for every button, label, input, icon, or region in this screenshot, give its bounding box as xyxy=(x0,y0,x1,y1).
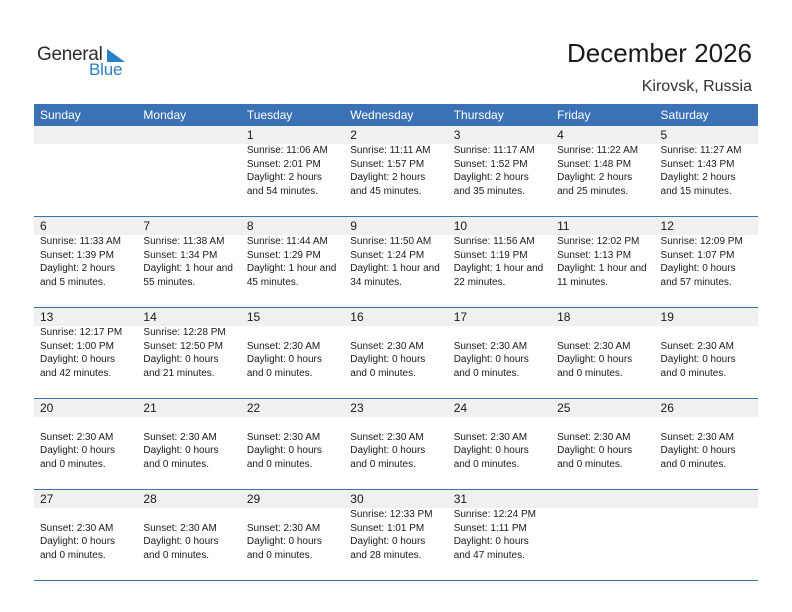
calendar-grid xyxy=(34,104,758,581)
day-info-line: 55 minutes. xyxy=(143,276,196,288)
day-info-line: and 45 minutes. xyxy=(350,185,422,197)
day-number: 23 xyxy=(350,401,364,415)
day-info-line: Sunrise: 12:33 PM xyxy=(350,509,433,520)
day-info-line xyxy=(350,326,447,340)
calendar-week-row xyxy=(34,490,758,581)
day-info-line xyxy=(40,158,137,172)
day-info-line: Sunset: 1:57 PM xyxy=(350,158,425,170)
weekday-header: Friday xyxy=(557,108,591,122)
day-cell xyxy=(137,399,240,489)
day-info-line xyxy=(454,417,551,431)
day-info-line: Daylight: 0 hours xyxy=(246,445,322,456)
day-number: 3 xyxy=(453,128,461,142)
day-info-line: Sunset: 1:19 PM xyxy=(453,249,528,261)
day-info-line: and 0 minutes. xyxy=(40,549,106,561)
day-number: 19 xyxy=(660,310,674,324)
day-number: 18 xyxy=(557,310,571,324)
day-info-line xyxy=(557,417,654,431)
day-info-line: Sunset: 2:30 AM xyxy=(246,340,321,352)
day-info-line: Daylight: 2 hours xyxy=(40,263,116,274)
day-cell xyxy=(241,126,344,216)
day-info-line: Daylight: 0 hours xyxy=(557,445,633,456)
day-cell xyxy=(655,308,758,398)
day-cell xyxy=(551,217,654,307)
day-info-line: Daylight: 0 hours xyxy=(350,354,426,365)
weekday-header: Tuesday xyxy=(246,108,293,122)
day-info-line: and 0 minutes. xyxy=(660,367,727,379)
week-cells xyxy=(34,490,758,580)
day-info-line xyxy=(247,417,344,431)
brand-name-blue: Blue xyxy=(89,60,123,79)
day-info-line: and 42 minutes. xyxy=(40,367,112,379)
day-info-line: Sunset: 2:01 PM xyxy=(246,158,321,170)
day-info-line: and 0 minutes. xyxy=(557,367,623,379)
day-info-line: Daylight: 0 hours xyxy=(660,354,736,365)
day-number xyxy=(143,126,240,144)
weekday-header: Saturday xyxy=(660,108,709,122)
week-cells xyxy=(34,399,758,489)
day-number: 14 xyxy=(143,310,157,324)
day-cell xyxy=(655,399,758,489)
week-cells xyxy=(34,308,758,398)
day-info-line: Sunset: 1:11 PM xyxy=(453,522,527,534)
week-cells xyxy=(34,126,758,216)
day-info-line: Daylight: 0 hours xyxy=(453,445,529,456)
day-cell xyxy=(241,217,344,307)
day-info-line: and 0 minutes. xyxy=(453,458,520,470)
day-cell xyxy=(137,490,240,580)
day-cell xyxy=(34,490,137,580)
day-info-line: Daylight: 0 hours xyxy=(246,536,322,547)
day-info-line: and 0 minutes. xyxy=(557,458,623,470)
day-number: 13 xyxy=(40,310,54,324)
day-number: 5 xyxy=(660,128,668,142)
day-info-line: and 28 minutes. xyxy=(350,549,422,561)
day-info-line: Daylight: 0 hours xyxy=(40,536,116,547)
day-info-line: and 0 minutes. xyxy=(246,549,313,561)
day-number: 6 xyxy=(40,219,47,233)
day-info-line xyxy=(143,158,240,172)
day-number: 1 xyxy=(246,128,254,142)
day-number: 20 xyxy=(40,401,54,415)
day-info-line: and 25 minutes. xyxy=(557,185,629,197)
day-info-line: Daylight: 0 hours xyxy=(453,354,529,365)
day-info-line: Sunrise: 12:17 PM xyxy=(40,327,123,338)
day-info-line: Sunset: 2:30 AM xyxy=(246,431,321,443)
day-number xyxy=(40,126,137,144)
day-number: 28 xyxy=(143,492,157,506)
day-info-line: Sunset: 2:30 AM xyxy=(557,431,631,443)
day-number: 10 xyxy=(453,219,468,233)
day-cell xyxy=(344,217,447,307)
day-info-line: Daylight: 0 hours xyxy=(660,445,736,456)
day-info-line xyxy=(557,522,654,536)
day-number: 30 xyxy=(350,492,364,506)
day-cell xyxy=(241,490,344,580)
day-info-line xyxy=(661,522,758,536)
day-info-line: Daylight: 1 hour and xyxy=(350,263,440,274)
day-info-line: Daylight: 0 hours xyxy=(143,354,219,365)
day-info-line: Daylight: 2 hours xyxy=(660,172,736,183)
day-number: 12 xyxy=(660,219,674,233)
weekday-header-row xyxy=(34,104,758,126)
weekday-header: Sunday xyxy=(40,108,81,122)
day-info-line: Sunset: 1:24 PM xyxy=(350,249,425,261)
day-info-line: 45 minutes. xyxy=(246,276,299,288)
day-info-line xyxy=(557,549,654,563)
day-info-line xyxy=(661,508,758,522)
day-info-line: and 0 minutes. xyxy=(143,549,210,561)
day-info-line: Sunset: 1:48 PM xyxy=(557,158,632,170)
day-info-line: Sunset: 2:30 AM xyxy=(453,431,528,443)
day-info-line: Sunrise: 11:22 AM xyxy=(557,145,639,156)
day-cell xyxy=(344,399,447,489)
day-info-line: Sunset: 2:30 AM xyxy=(350,340,424,352)
day-info-line: Sunset: 1:00 PM xyxy=(40,340,114,352)
day-number: 22 xyxy=(246,401,261,415)
day-number: 11 xyxy=(557,219,570,233)
day-info-line: Daylight: 1 hour and xyxy=(143,263,233,274)
day-info-line: and 21 minutes. xyxy=(143,367,215,379)
day-info-line: Sunset: 2:30 AM xyxy=(660,340,734,352)
day-cell xyxy=(241,399,344,489)
day-number: 16 xyxy=(350,310,364,324)
day-cell xyxy=(655,126,758,216)
day-number: 29 xyxy=(246,492,261,506)
day-info-line: and 0 minutes. xyxy=(246,458,313,470)
day-info-line: Daylight: 0 hours xyxy=(660,263,736,274)
day-info-line: and 0 minutes. xyxy=(350,367,416,379)
day-cell xyxy=(551,308,654,398)
day-info-line: Daylight: 0 hours xyxy=(143,445,219,456)
day-info-line: Daylight: 0 hours xyxy=(350,445,426,456)
day-info-line: Sunrise: 12:09 PM xyxy=(660,236,743,247)
day-number: 26 xyxy=(660,401,674,415)
day-info-line: Sunrise: 11:38 AM xyxy=(143,236,225,247)
calendar-week-row xyxy=(34,399,758,490)
day-cell xyxy=(655,490,758,580)
day-cell xyxy=(551,490,654,580)
week-cells xyxy=(34,217,758,307)
day-cell xyxy=(448,217,551,307)
day-number: 17 xyxy=(453,310,468,324)
day-info-line: Sunrise: 11:50 AM xyxy=(350,236,432,247)
day-cell xyxy=(448,126,551,216)
brand-name-general: General xyxy=(37,44,103,65)
day-info-line: Sunset: 1:52 PM xyxy=(453,158,528,170)
day-number: 7 xyxy=(143,219,151,233)
day-info-line xyxy=(661,326,758,340)
day-info-line: and 0 minutes. xyxy=(453,367,520,379)
calendar-week-row xyxy=(34,126,758,217)
day-info-line: Sunset: 2:30 AM xyxy=(350,431,424,443)
day-info-line: and 0 minutes. xyxy=(246,367,313,379)
day-info-line: Sunset: 1:39 PM xyxy=(40,249,114,261)
day-info-line: Sunset: 2:30 AM xyxy=(143,522,217,534)
day-info-line xyxy=(557,508,654,522)
day-info-line: Daylight: 0 hours xyxy=(143,536,219,547)
day-info-line: Sunset: 1:34 PM xyxy=(143,249,218,261)
day-cell xyxy=(448,490,551,580)
day-info-line: Sunrise: 11:06 AM xyxy=(246,145,328,156)
day-info-line: 22 minutes. xyxy=(453,276,506,288)
day-info-line xyxy=(40,508,137,522)
day-info-line xyxy=(40,144,137,158)
day-info-line: and 5 minutes. xyxy=(40,276,106,288)
day-cell xyxy=(551,126,654,216)
day-info-line xyxy=(661,549,758,563)
day-info-line: and 0 minutes. xyxy=(660,458,727,470)
day-cell xyxy=(137,126,240,216)
page-title: December 2026 xyxy=(567,38,752,68)
brand-logo xyxy=(37,44,137,80)
day-number: 9 xyxy=(350,219,357,233)
day-info-line xyxy=(143,417,240,431)
day-cell xyxy=(448,399,551,489)
day-info-line: Sunrise: 12:02 PM xyxy=(557,236,640,247)
day-cell xyxy=(551,399,654,489)
day-number: 8 xyxy=(246,219,254,233)
day-info-line: and 35 minutes. xyxy=(453,185,525,197)
day-info-line xyxy=(247,326,344,340)
day-info-line: Sunset: 2:30 AM xyxy=(246,522,321,534)
day-info-line: Sunset: 2:30 AM xyxy=(40,522,114,534)
day-info-line xyxy=(40,417,137,431)
day-info-line: Sunset: 1:13 PM xyxy=(557,249,632,261)
day-info-line xyxy=(40,185,137,199)
calendar-weeks xyxy=(34,126,758,581)
day-info-line: Daylight: 2 hours xyxy=(350,172,426,183)
weekday-header: Thursday xyxy=(453,108,504,122)
day-info-line xyxy=(661,535,758,549)
day-info-line: Sunset: 2:30 AM xyxy=(660,431,734,443)
day-info-line xyxy=(143,144,240,158)
day-info-line xyxy=(143,185,240,199)
day-info-line: and 0 minutes. xyxy=(350,458,416,470)
day-info-line: and 0 minutes. xyxy=(40,458,106,470)
location-label: Kirovsk, Russia xyxy=(641,78,752,95)
day-cell xyxy=(344,308,447,398)
day-number: 25 xyxy=(557,401,571,415)
day-info-line: Daylight: 2 hours xyxy=(557,172,633,183)
day-cell xyxy=(34,308,137,398)
day-info-line: Sunset: 1:29 PM xyxy=(246,249,321,261)
day-info-line xyxy=(143,508,240,522)
day-info-line: Sunset: 2:30 AM xyxy=(143,431,217,443)
day-info-line: Daylight: 1 hour and xyxy=(453,263,544,274)
day-info-line xyxy=(557,326,654,340)
calendar-week-row xyxy=(34,217,758,308)
day-info-line: Sunset: 1:07 PM xyxy=(660,249,735,261)
day-info-line: and 0 minutes. xyxy=(143,458,210,470)
day-number: 2 xyxy=(350,128,357,142)
day-cell xyxy=(137,217,240,307)
day-info-line: Daylight: 0 hours xyxy=(453,536,529,547)
day-info-line xyxy=(247,508,344,522)
day-info-line: Daylight: 0 hours xyxy=(246,354,322,365)
day-info-line: Sunrise: 12:24 PM xyxy=(453,509,536,520)
day-info-line: Sunrise: 12:28 PM xyxy=(143,327,226,338)
day-number xyxy=(661,490,758,508)
day-info-line: Daylight: 0 hours xyxy=(350,536,426,547)
day-info-line: Daylight: 0 hours xyxy=(40,354,116,365)
day-info-line xyxy=(350,417,447,431)
calendar-week-row xyxy=(34,308,758,399)
day-info-line: Daylight: 1 hour and xyxy=(557,263,647,274)
weekday-header: Wednesday xyxy=(350,108,414,122)
day-info-line: and 57 minutes. xyxy=(660,276,732,288)
day-info-line: and 54 minutes. xyxy=(246,185,319,197)
day-number: 21 xyxy=(143,401,157,415)
day-info-line: and 47 minutes. xyxy=(453,549,525,561)
day-info-line: Sunset: 12:50 PM xyxy=(143,340,223,352)
day-cell xyxy=(344,490,447,580)
day-info-line: Sunset: 2:30 AM xyxy=(557,340,631,352)
day-info-line: Daylight: 0 hours xyxy=(40,445,116,456)
day-info-line: Daylight: 2 hours xyxy=(246,172,322,183)
day-info-line: 11 minutes. xyxy=(557,276,609,288)
day-number: 27 xyxy=(40,492,54,506)
day-info-line xyxy=(143,171,240,185)
day-number: 15 xyxy=(246,310,261,324)
day-info-line: Sunset: 1:01 PM xyxy=(350,522,425,534)
day-info-line: Daylight: 2 hours xyxy=(453,172,529,183)
day-info-line: Sunrise: 11:27 AM xyxy=(660,145,742,156)
day-cell xyxy=(34,399,137,489)
day-number: 24 xyxy=(453,401,468,415)
day-info-line: Sunrise: 11:17 AM xyxy=(453,145,535,156)
day-info-line xyxy=(454,326,551,340)
day-cell xyxy=(34,217,137,307)
day-cell xyxy=(137,308,240,398)
day-cell xyxy=(344,126,447,216)
day-cell xyxy=(655,217,758,307)
day-info-line: Daylight: 0 hours xyxy=(557,354,633,365)
day-info-line: Sunrise: 11:56 AM xyxy=(453,236,535,247)
day-info-line: Sunrise: 11:33 AM xyxy=(40,236,121,247)
day-number: 4 xyxy=(557,128,564,142)
day-info-line: and 15 minutes. xyxy=(660,185,732,197)
day-info-line: Daylight: 1 hour and xyxy=(246,263,337,274)
day-info-line: Sunrise: 11:44 AM xyxy=(246,236,328,247)
day-info-line: Sunset: 1:43 PM xyxy=(660,158,735,170)
day-info-line: Sunset: 2:30 AM xyxy=(40,431,114,443)
day-cell xyxy=(241,308,344,398)
day-number: 31 xyxy=(453,492,468,506)
day-info-line: 34 minutes. xyxy=(350,276,402,288)
day-info-line: Sunrise: 11:11 AM xyxy=(350,145,431,156)
day-info-line: Sunset: 2:30 AM xyxy=(453,340,528,352)
weekday-header: Monday xyxy=(143,108,187,122)
day-info-line xyxy=(661,417,758,431)
day-info-line xyxy=(557,535,654,549)
day-info-line xyxy=(40,171,137,185)
day-cell xyxy=(34,126,137,216)
day-number xyxy=(557,490,654,508)
day-cell xyxy=(448,308,551,398)
